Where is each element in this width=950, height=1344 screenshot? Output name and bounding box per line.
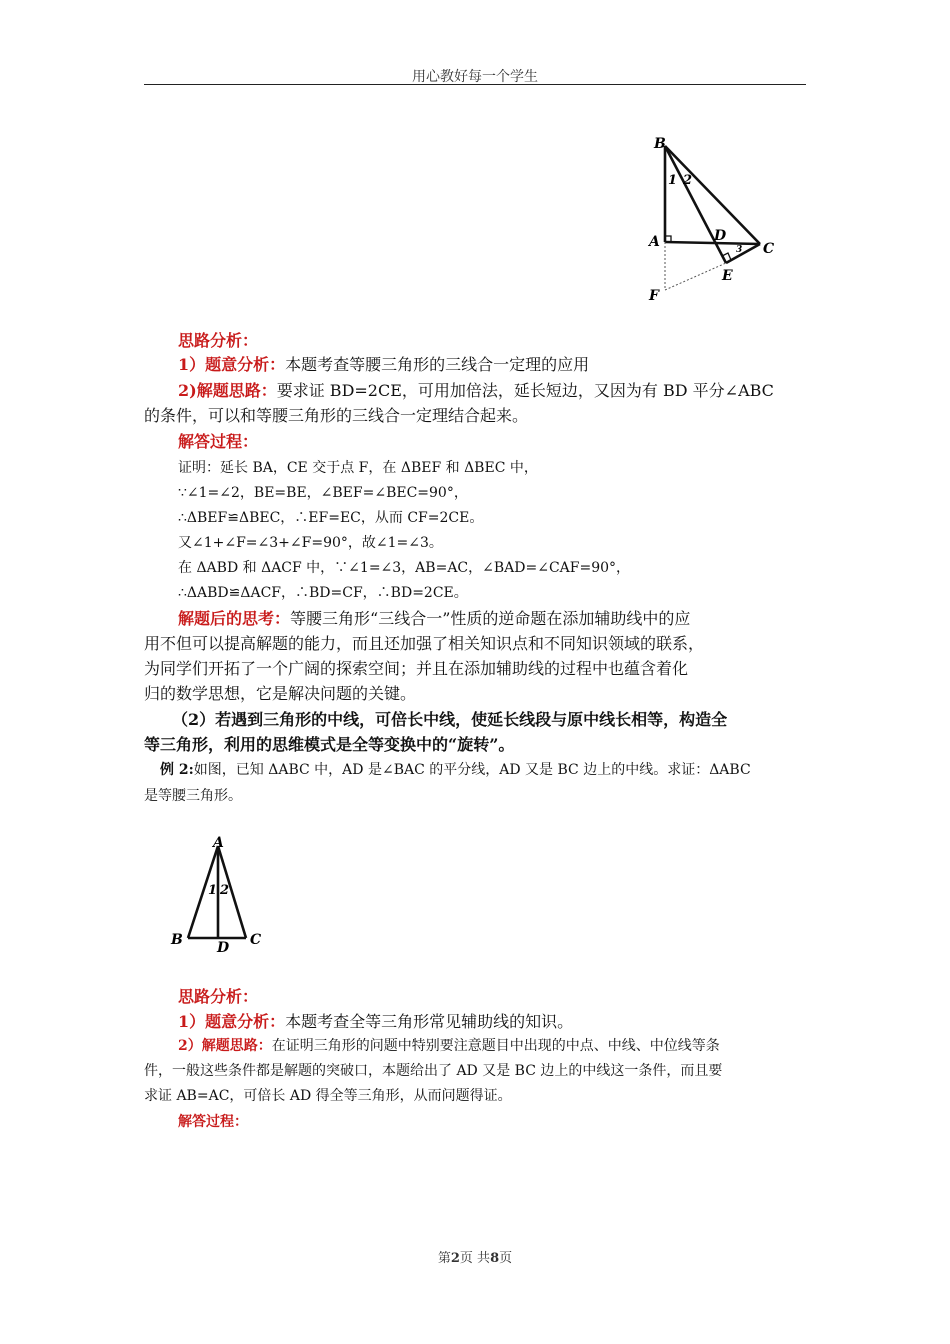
proof-line: 证明：延长 BA，CE 交于点 F，在 ΔBEF 和 ΔBEC 中， — [178, 460, 538, 476]
proof-line: 在 ΔABD 和 ΔACF 中，∵∠1=∠3，AB=AC，∠BAD=∠CAF=90°， — [178, 560, 631, 576]
page-footer: 第2页 共8页 — [437, 1251, 513, 1266]
meaning-analysis-1: 1）题意分析：本题考查等腰三角形的三线合一定理的应用 — [178, 355, 590, 374]
method-2-line-2: 等三角形，利用的思维模式是全等变换中的“旋转”。 — [144, 735, 515, 754]
analysis-heading-2: 思路分析： — [178, 987, 259, 1006]
segment-FE-dashed — [665, 263, 726, 290]
proof-line: ∵∠1=∠2，BE=BE，∠BEF=∠BEC=90°， — [178, 485, 468, 501]
proof-line: ∴ΔABD≌ΔACF，∴BD=CF，∴BD=2CE。 — [178, 585, 468, 601]
reflection-line: 归的数学思想，它是解决问题的关键。 — [144, 684, 417, 703]
label-A: A — [649, 234, 660, 250]
header-divider — [144, 84, 806, 85]
method-2-line-1: （2）若遇到三角形的中线，可倍长中线，使延长线段与原中线长相等，构造全 — [172, 710, 728, 729]
current-page-number: 2 — [450, 1251, 460, 1266]
segment-BE — [665, 146, 726, 263]
figure-2-triangle-diagram — [166, 832, 272, 952]
solution-idea-1: 2)解题思路：要求证 BD=2CE，可用加倍法，延长短边，又因为有 BD 平分∠ABC — [178, 381, 774, 400]
reflection-line: 为同学们开拓了一个广阔的探索空间；并且在添加辅助线的过程中也蕴含着化 — [144, 659, 689, 678]
analysis-heading-1: 思路分析： — [178, 331, 259, 350]
label-D: D — [714, 228, 727, 244]
label-angle-1: 1 — [668, 173, 678, 188]
proof-line: 又∠1+∠F=∠3+∠F=90°，故∠1=∠3。 — [178, 535, 443, 551]
solution-idea-2-line: 件，一般这些条件都是解题的突破口，本题给出了 AD 又是 BC 边上的中线这一条件，而且要 — [144, 1063, 723, 1079]
segment-BC — [665, 146, 760, 244]
figure-1-triangle-diagram — [640, 132, 790, 304]
proof-line: ∴ΔBEF≌ΔBEC，∴EF=EC，从而 CF=2CE。 — [178, 510, 484, 526]
solution-idea-1-cont: 的条件，可以和等腰三角形的三线合一定理结合起来。 — [144, 406, 529, 425]
total-page-count: 8 — [490, 1251, 500, 1266]
label-B: B — [171, 932, 183, 948]
solution-idea-2-line: 求证 AB=AC，可倍长 AD 得全等三角形，从而问题得证。 — [144, 1088, 512, 1104]
label-angle-2: 2 — [220, 883, 230, 898]
label-D: D — [217, 940, 230, 952]
label-B: B — [654, 136, 666, 152]
solution-idea-2: 2）解题思路：在证明三角形的问题中特别要注意题目中出现的中点、中线、中位线等条 — [178, 1038, 720, 1054]
label-angle-2: 2 — [683, 173, 693, 188]
label-E: E — [722, 268, 733, 284]
label-angle-3: 3 — [736, 245, 743, 255]
reflection-line: 用不但可以提高解题的能力，而且还加强了相关知识点和不同知识领域的联系， — [144, 634, 705, 653]
reflection-paragraph: 解题后的思考：等腰三角形“三线合一”性质的逆命题在添加辅助线中的应 — [178, 609, 691, 628]
label-angle-1: 1 — [208, 883, 218, 898]
label-A: A — [213, 835, 224, 851]
page-header: 用心教好每一个学生 — [412, 69, 538, 85]
label-C: C — [250, 932, 262, 948]
example-2-statement: 例 2:如图，已知 ΔABC 中，AD 是∠BAC 的平分线，AD 又是 BC 边上的中线。求证：ΔABC — [160, 762, 751, 778]
process-heading-2: 解答过程： — [178, 1114, 248, 1130]
example-2-statement-cont: 是等腰三角形。 — [144, 788, 242, 804]
label-F: F — [649, 288, 659, 304]
segment-AC — [665, 242, 760, 244]
label-C: C — [763, 241, 775, 257]
process-heading-1: 解答过程： — [178, 432, 259, 451]
segment-EC — [726, 244, 760, 263]
meaning-analysis-2: 1）题意分析：本题考查全等三角形常见辅助线的知识。 — [178, 1012, 574, 1031]
